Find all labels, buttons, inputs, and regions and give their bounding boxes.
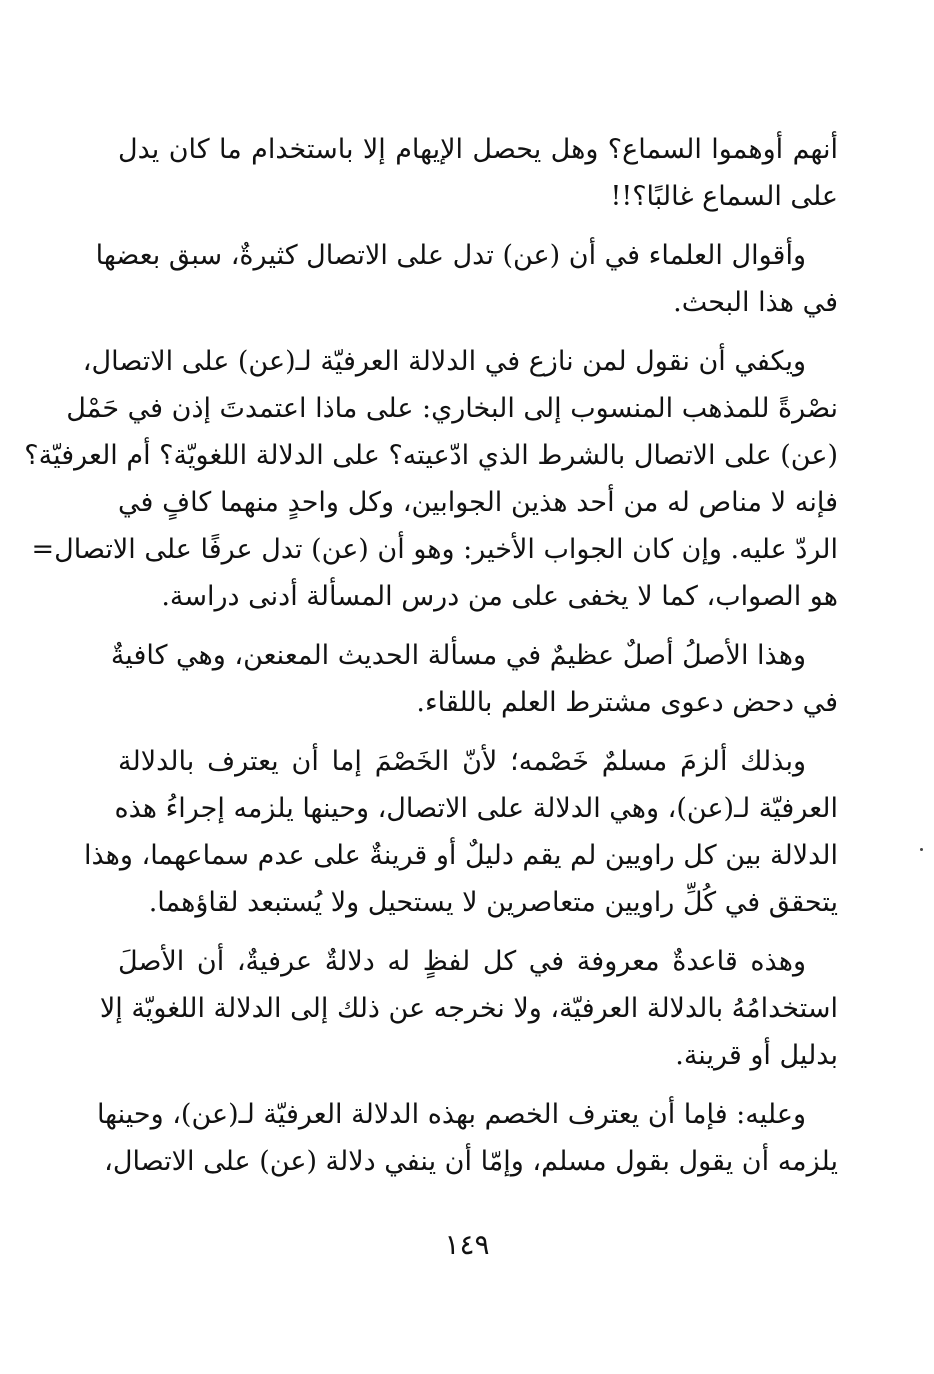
text-line: في دحض دعوى مشترط العلم باللقاء. bbox=[416, 687, 838, 718]
paragraph bbox=[96, 1091, 838, 1185]
page-number: ١٤٩ bbox=[444, 1228, 490, 1261]
paragraph bbox=[118, 126, 838, 220]
text-line: على السماع غالبًا؟!! bbox=[610, 181, 838, 212]
text-line: في هذا البحث. bbox=[673, 287, 838, 318]
text-line: هو الصواب، كما لا يخفى على من درس المسألة أدنى دراسة. bbox=[161, 581, 838, 612]
text-line: وهذا الأصلُ أصلٌ عظيمٌ في مسألة الحديث المعنعن، وهي كافيةٌ bbox=[110, 640, 806, 671]
text-line: أنهم أوهموا السماع؟ وهل يحصل الإيهام إلا باستخدام ما كان يدل bbox=[118, 134, 838, 165]
text-line: وعليه: فإما أن يعترف الخصم بهذه الدلالة العرفيّة لـ(عن)، وحينها bbox=[96, 1099, 806, 1130]
text-line: بدليل أو قرينة. bbox=[675, 1040, 838, 1071]
paragraph bbox=[99, 938, 838, 1079]
scan-speck bbox=[920, 848, 923, 851]
text-line: يلزمه أن يقول بقول مسلم، وإمّا أن ينفي دلالة (عن) على الاتصال، bbox=[104, 1146, 838, 1177]
text-line: ويكفي أن نقول لمن نازع في الدلالة العرفيّة لـ(عن) على الاتصال، bbox=[82, 346, 806, 377]
text-line: (عن) على الاتصال بالشرط الذي ادّعيته؟ على الدلالة اللغويّة؟ أم العرفيّة؟ bbox=[24, 440, 838, 471]
text-line: وبذلك ألزمَ مسلمٌ خَصْمه؛ لأنّ الخَصْمَ إما أن يعترف بالدلالة bbox=[118, 746, 806, 777]
text-line: فإنه لا مناص له من أحد هذين الجوابين، وكل واحدٍ منهما كافٍ في bbox=[118, 487, 838, 518]
text-line: نصْرةً للمذهب المنسوب إلى البخاري: على ماذا اعتمدتَ إذن في حَمْل bbox=[66, 393, 838, 424]
paragraph bbox=[110, 632, 838, 726]
text-line: العرفيّة لـ(عن)، وهي الدلالة على الاتصال، وحينها يلزمه إجراءُ هذه bbox=[114, 793, 838, 824]
text-line: وأقوال العلماء في أن (عن) تدل على الاتصال كثيرةٌ، سبق بعضها bbox=[95, 240, 806, 271]
paragraph bbox=[95, 232, 838, 326]
text-line: استخدامُهُ بالدلالة العرفيّة، ولا نخرجه عن ذلك إلى الدلالة اللغويّة إلا bbox=[99, 993, 838, 1024]
text-line: الدلالة بين كل راويين لم يقم دليلٌ أو قرينةٌ على عدم سماعهما، وهذا bbox=[83, 840, 838, 871]
text-line: يتحقق في كُلِّ راويين متعاصرين لا يستحيل ولا يُستبعد لقاؤهما. bbox=[148, 887, 838, 918]
text-line: وهذه قاعدةٌ معروفة في كل لفظٍ له دلالةٌ عرفيةٌ، أن الأصلَ bbox=[118, 946, 806, 977]
text-line: الردّ عليه. وإن كان الجواب الأخير: وهو أن (عن) تدل عرفًا على الاتصال= bbox=[31, 534, 838, 565]
paragraph bbox=[83, 738, 838, 926]
page-body bbox=[24, 126, 838, 1197]
paragraph bbox=[24, 338, 838, 620]
